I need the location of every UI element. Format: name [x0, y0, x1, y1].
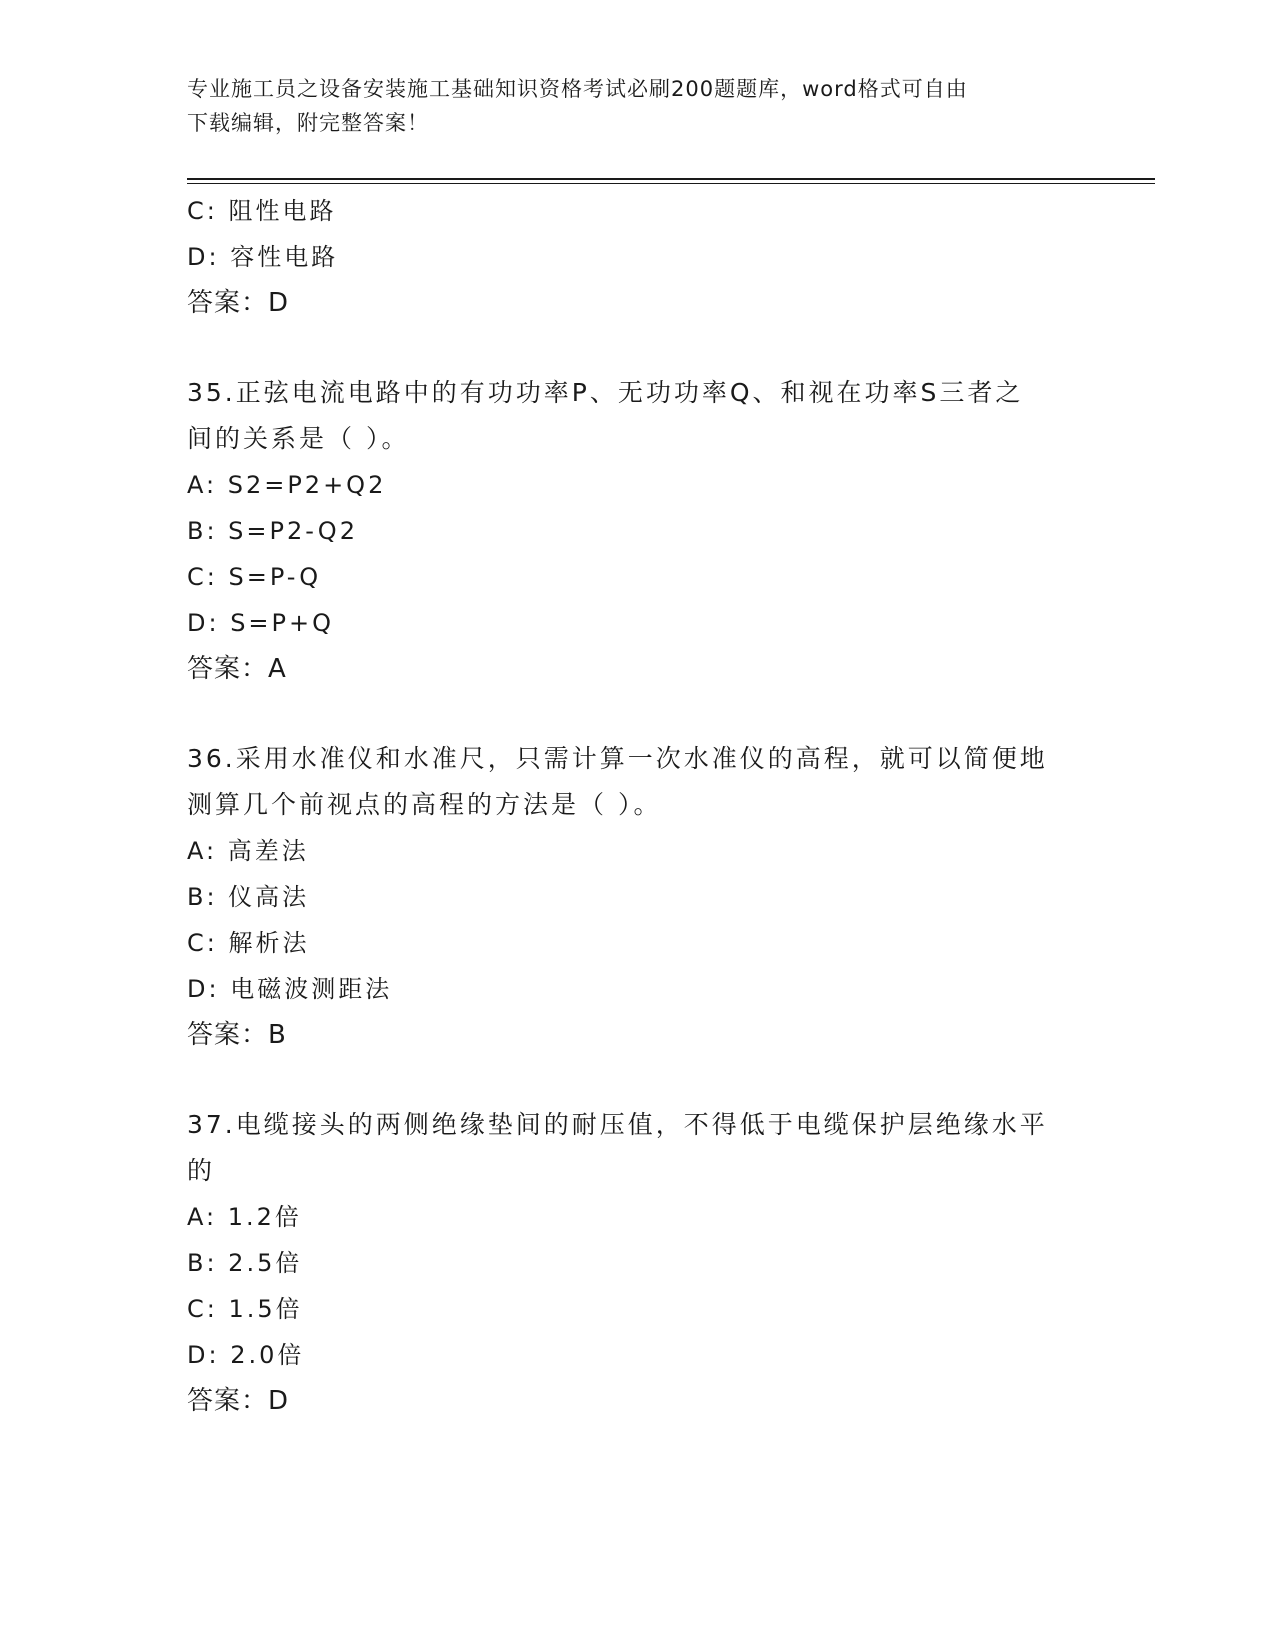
option-c: C: 解析法	[187, 929, 310, 957]
header-line-1: 专业施工员之设备安装施工基础知识资格考试必刷200题题库，word格式可自由	[187, 77, 968, 101]
option-d: D: 电磁波测距法	[187, 975, 393, 1003]
option-c: C: S=P-Q	[187, 563, 322, 591]
question-text-line-2: 测算几个前视点的高程的方法是（ ）。	[187, 790, 662, 819]
answer-line: 答案：D	[187, 1386, 290, 1416]
option-d: D: 2.0倍	[187, 1341, 305, 1369]
previous-question-tail	[187, 188, 1087, 326]
option-a: A: 高差法	[187, 837, 309, 865]
question-text-line-1: 35.正弦电流电路中的有功功率P、无功功率Q、和视在功率S三者之	[187, 378, 1024, 407]
question-35	[187, 370, 1087, 692]
option-c: C: 1.5倍	[187, 1295, 303, 1323]
question-text-line-1: 37.电缆接头的两侧绝缘垫间的耐压值，不得低于电缆保护层绝缘水平	[187, 1110, 1048, 1139]
answer-line: 答案：A	[187, 654, 287, 684]
answer-line: 答案：D	[187, 288, 290, 318]
option-d: D: 容性电路	[187, 243, 339, 271]
header-double-rule	[187, 178, 1155, 184]
option-c: C: 阻性电路	[187, 197, 337, 225]
answer-line: 答案：B	[187, 1020, 287, 1050]
option-b: B: S=P2-Q2	[187, 517, 358, 545]
header-line-2: 下载编辑，附完整答案！	[187, 111, 429, 135]
question-text-line-1: 36.采用水准仪和水准尺，只需计算一次水准仪的高程，就可以简便地	[187, 744, 1048, 773]
option-a: A: S2=P2+Q2	[187, 471, 387, 499]
question-37	[187, 1102, 1087, 1424]
question-text-line-2: 的	[187, 1156, 216, 1185]
question-text-line-2: 间的关系是（ ）。	[187, 424, 410, 453]
question-36	[187, 736, 1087, 1058]
document-header	[187, 72, 1087, 140]
document-body	[187, 188, 1087, 1424]
option-b: B: 2.5倍	[187, 1249, 303, 1277]
option-a: A: 1.2倍	[187, 1203, 302, 1231]
option-d: D: S=P+Q	[187, 609, 335, 637]
option-b: B: 仪高法	[187, 883, 310, 911]
